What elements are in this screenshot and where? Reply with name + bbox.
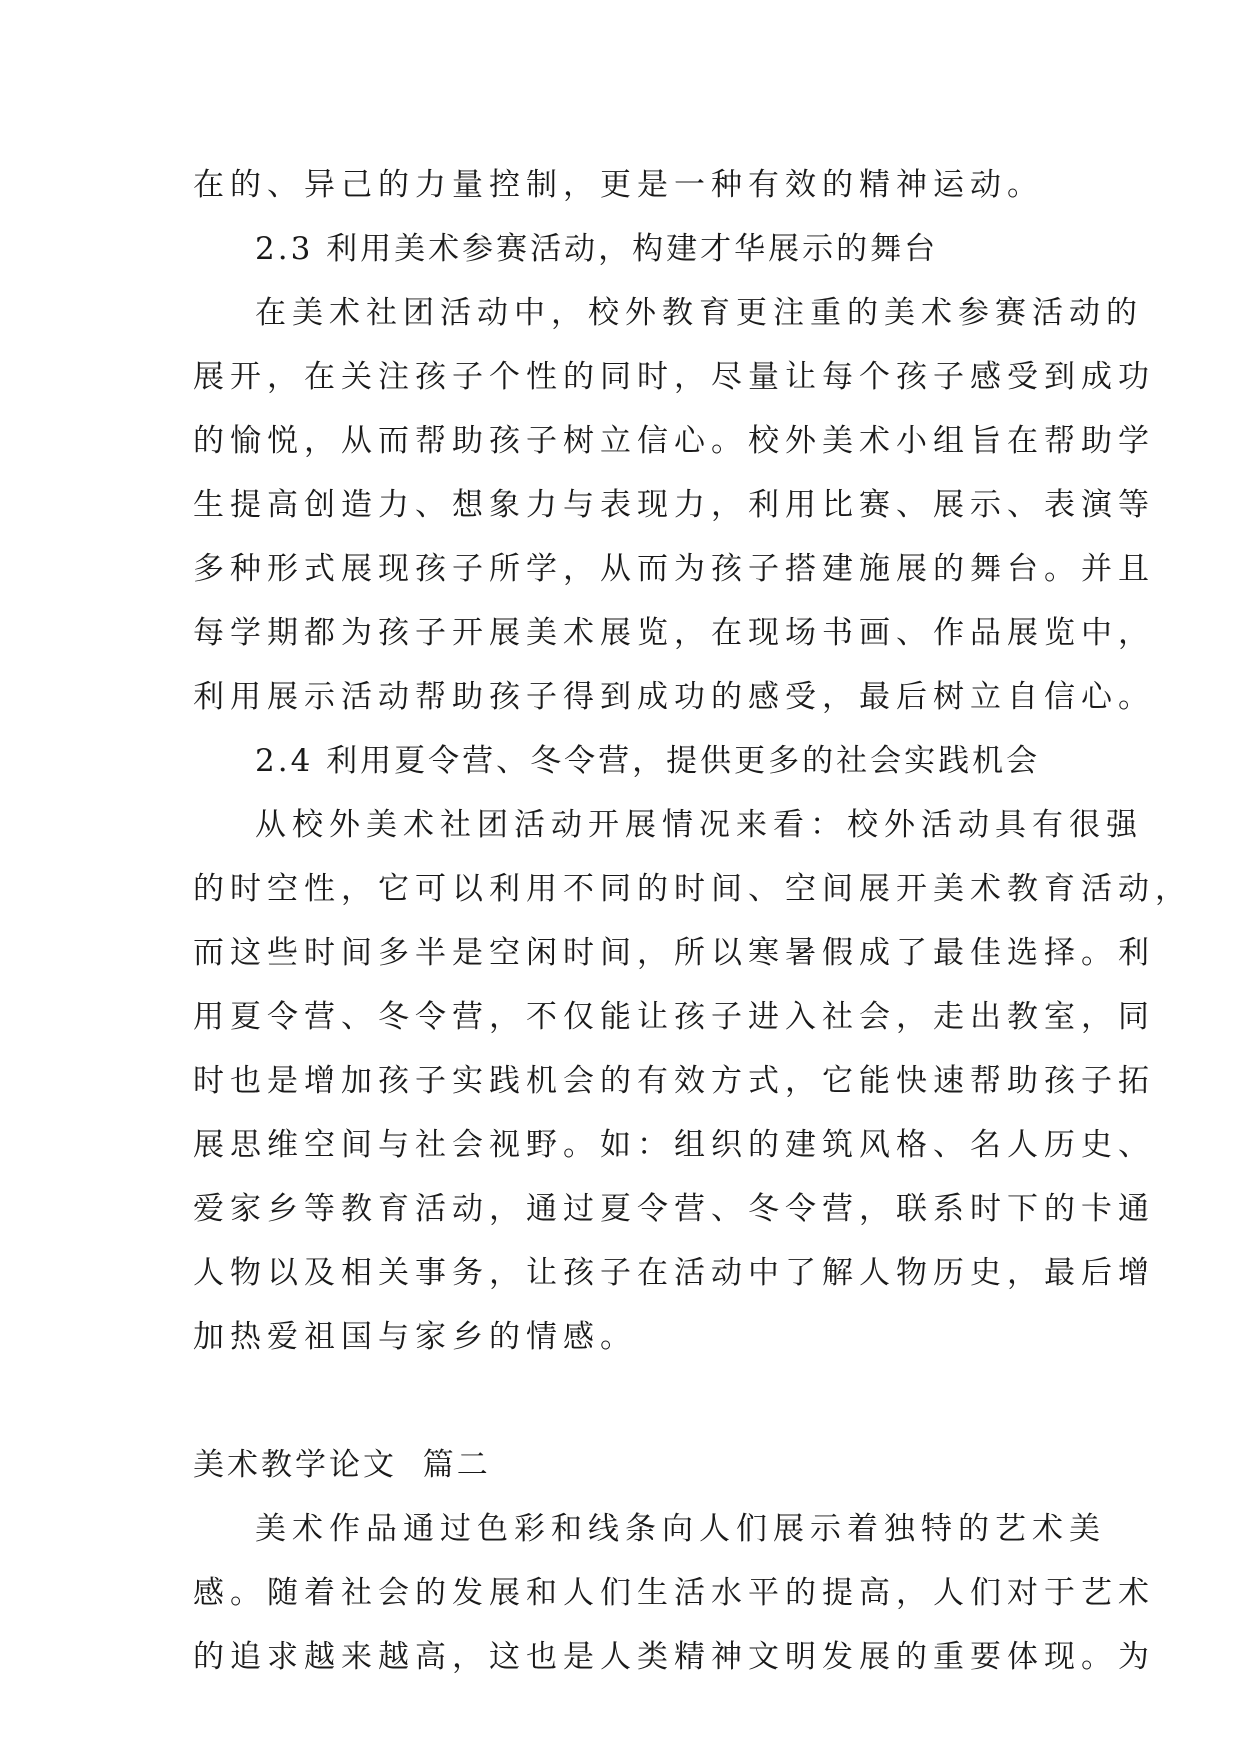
body-text-line: 的追求越来越高，这也是人类精神文明发展的重要体现。为	[193, 1639, 1155, 1675]
body-text-line: 在的、异己的力量控制，更是一种有效的精神运动。	[193, 167, 1044, 203]
body-text-line: 人物以及相关事务，让孩子在活动中了解人物历史，最后增	[193, 1255, 1155, 1291]
body-text-line: 每学期都为孩子开展美术展览，在现场书画、作品展览中，	[193, 615, 1155, 651]
body-text-line: 生提高创造力、想象力与表现力，利用比赛、展示、表演等	[193, 487, 1155, 523]
body-text-line: 在美术社团活动中，校外教育更注重的美术参赛活动的	[255, 295, 1143, 331]
section-heading-2-3: 2.3 利用美术参赛活动，构建才华展示的舞台	[255, 231, 939, 267]
body-text-line: 多种形式展现孩子所学，从而为孩子搭建施展的舞台。并且	[193, 551, 1155, 587]
section-heading-2-4: 2.4 利用夏令营、冬令营，提供更多的社会实践机会	[255, 743, 1041, 779]
body-text-line: 从校外美术社团活动开展情况来看：校外活动具有很强	[255, 807, 1143, 843]
body-text-line: 爱家乡等教育活动，通过夏令营、冬令营，联系时下的卡通	[193, 1191, 1155, 1227]
body-text-line: 美术作品通过色彩和线条向人们展示着独特的艺术美	[255, 1511, 1106, 1547]
body-text-line: 时也是增加孩子实践机会的有效方式，它能快速帮助孩子拓	[193, 1063, 1155, 1099]
body-text-line: 展开，在关注孩子个性的同时，尽量让每个孩子感受到成功	[193, 359, 1155, 395]
body-text-line: 加热爱祖国与家乡的情感。	[193, 1319, 637, 1355]
body-text-line: 感。随着社会的发展和人们生活水平的提高，人们对于艺术	[193, 1575, 1155, 1611]
body-text-line: 而这些时间多半是空闲时间，所以寒暑假成了最佳选择。利	[193, 935, 1155, 971]
article-title: 美术教学论文 篇二	[193, 1447, 491, 1483]
body-text-line: 的时空性，它可以利用不同的时间、空间展开美术教育活动，	[193, 871, 1192, 907]
body-text-line: 的愉悦，从而帮助孩子树立信心。校外美术小组旨在帮助学	[193, 423, 1155, 459]
body-text-line: 展思维空间与社会视野。如：组织的建筑风格、名人历史、	[193, 1127, 1155, 1163]
body-text-line: 利用展示活动帮助孩子得到成功的感受，最后树立自信心。	[193, 679, 1155, 715]
body-text-line: 用夏令营、冬令营，不仅能让孩子进入社会，走出教室，同	[193, 999, 1155, 1035]
